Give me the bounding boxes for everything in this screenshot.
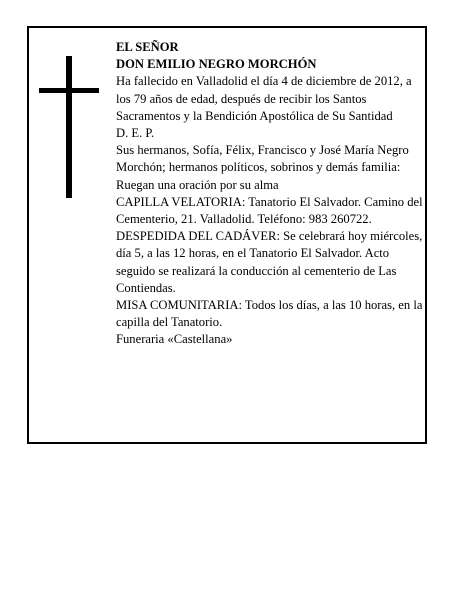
prayer-request: Ruegan una oración por su alma bbox=[116, 177, 279, 192]
death-announcement: Ha fallecido en Valladolid el día 4 de diciembre de 2012, a los 79 años de edad, después de recibir los Santos Sacramentos y la Bendición Apostólica de Su Santidad bbox=[116, 74, 412, 123]
family-line: Sus hermanos, Sofía, Félix, Francisco y José María Negro Morchón; hermanos políticos, sobrinos y demás familia: bbox=[116, 143, 409, 175]
cross-horizontal-bar bbox=[39, 88, 99, 93]
capilla-velatoria: CAPILLA VELATORIA: Tanatorio El Salvador. Camino del Cementerio, 21. Valladolid. Teléfono: 983 260722. bbox=[116, 194, 423, 227]
despedida-cadaver: DESPEDIDA DEL CADÁVER: Se celebrará hoy miércoles, día 5, a las 12 horas, en el Tanatorio El Salvador. Acto seguido se realizará la conducción al cementerio de Las Contiendas. bbox=[116, 229, 423, 295]
title-line-1: EL SEÑOR bbox=[116, 40, 179, 54]
cross-icon bbox=[39, 56, 99, 198]
deceased-name: DON EMILIO NEGRO MORCHÓN bbox=[116, 57, 317, 72]
misa-comunitaria: MISA COMUNITARIA: Todos los días, a las 10 horas, en la capilla del Tanatorio. bbox=[116, 298, 423, 330]
dep-line: D. E. P. bbox=[116, 126, 155, 141]
cross-vertical-bar bbox=[66, 56, 72, 198]
funeraria: Funeraria «Castellana» bbox=[116, 332, 233, 347]
obituary-notice bbox=[27, 26, 427, 444]
obituary-text bbox=[116, 39, 426, 349]
